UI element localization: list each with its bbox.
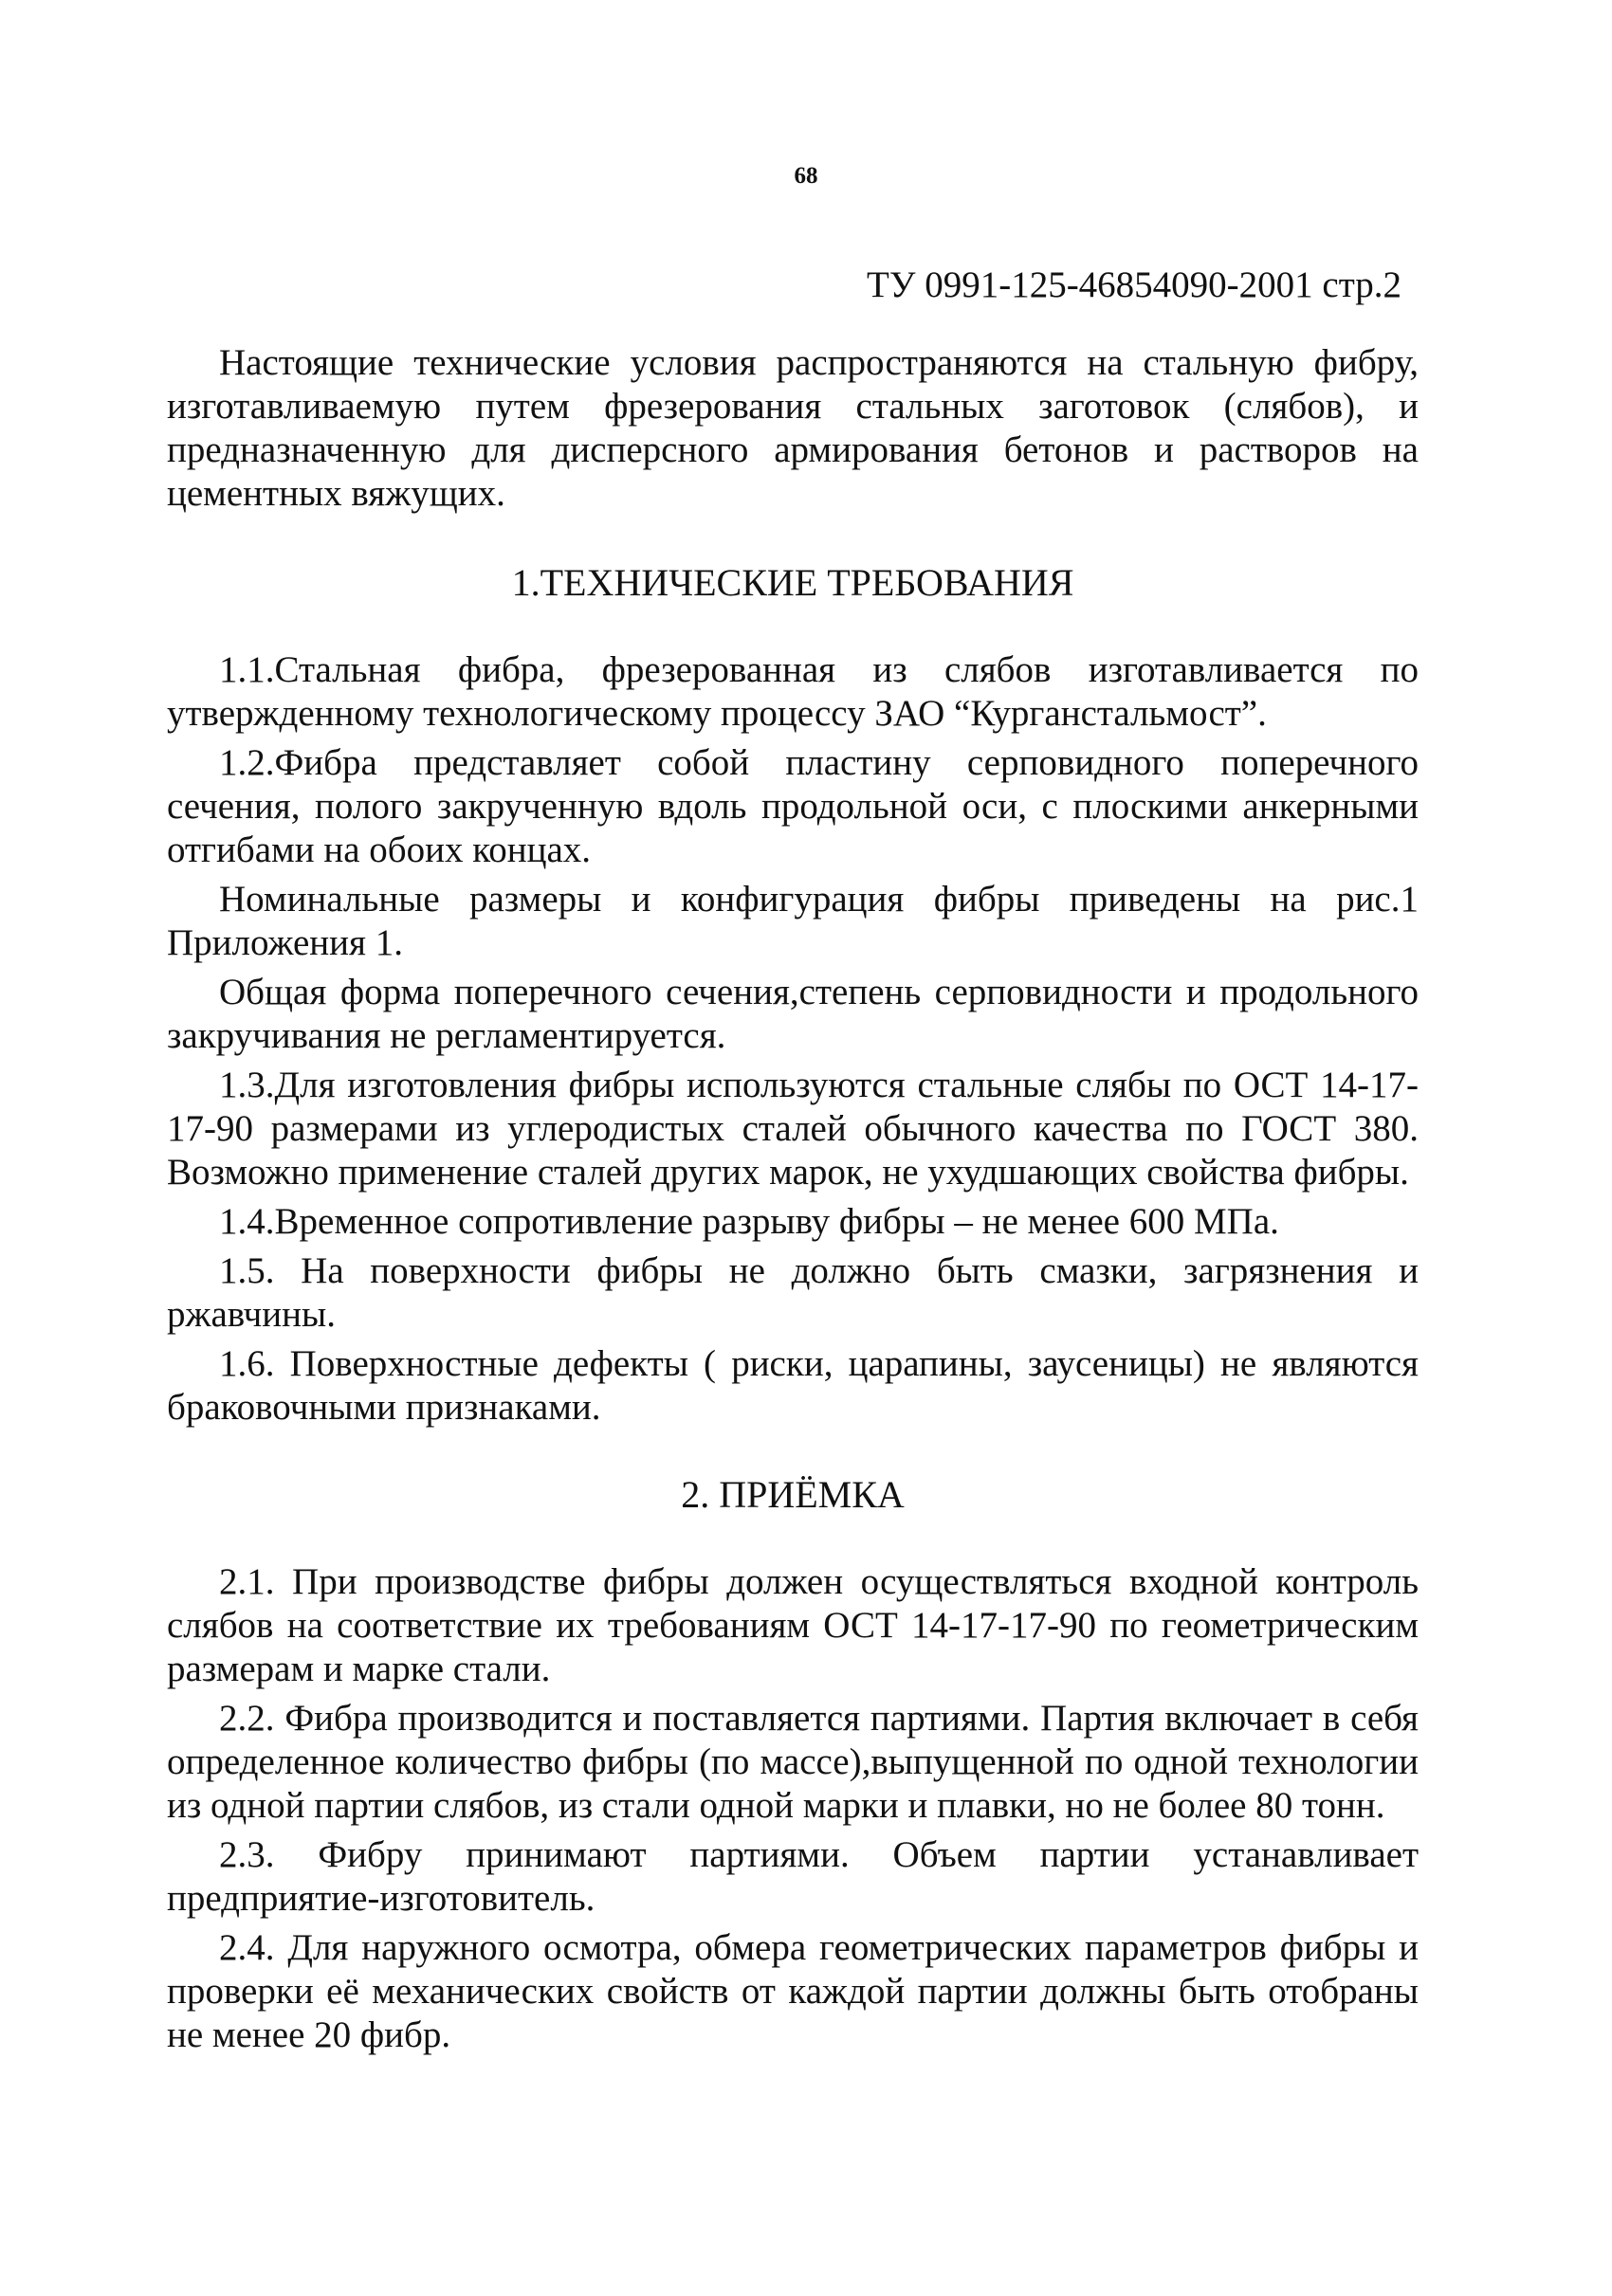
section-1-paragraph: 1.3.Для изготовления фибры используются стальные слябы по ОСТ 14-17-17-90 размерами из углеродистых сталей обычного качества по ГОСТ 380. Возможно применение сталей других марок, не ухудшающих свойства фибры.: [167, 1065, 1419, 1193]
section-2-paragraph: 2.4. Для наружного осмотра, обмера геометрических параметров фибры и проверки её механических свойств от каждой партии должны быть отобраны не менее 20 фибр.: [167, 1927, 1419, 2055]
section-2-paragraph: 2.3. Фибру принимают партиями. Объем партии устанавливает предприятие-изготовитель.: [167, 1834, 1419, 1919]
section-2-paragraph: 2.2. Фибра производится и поставляется партиями. Партия включает в себя определенное количество фибры (по массе),выпущенной по одной технологии из одной партии слябов, из стали одной марки и плавки, но не более 80 тонн.: [167, 1698, 1419, 1826]
section-2-paragraph: 2.1. При производстве фибры должен осуществляться входной контроль слябов на соответствие их требованиям ОСТ 14-17-17-90 по геометрическим размерам и марке стали.: [167, 1561, 1419, 1689]
page-number: 68: [794, 163, 818, 189]
intro-paragraph: Настоящие технические условия распространяются на стальную фибру, изготавливаемую путем фрезерования стальных заготовок (слябов), и предназначенную для дисперсного армирования бетонов и растворов на цементных вяжущих.: [167, 342, 1419, 514]
section-1-paragraph: 1.4.Временное сопротивление разрыву фибры – не менее 600 МПа.: [219, 1201, 1279, 1242]
section-1-paragraph: Общая форма поперечного сечения,степень серповидности и продольного закручивания не регламентируется.: [167, 972, 1419, 1056]
section-1-paragraph: Номинальные размеры и конфигурация фибры приведены на рис.1 Приложения 1.: [167, 879, 1419, 963]
section-1-paragraph: 1.1.Стальная фибра, фрезерованная из слябов изготавливается по утвержденному технологическому процессу ЗАО “Курганстальмост”.: [167, 649, 1419, 734]
document-body: [167, 341, 1419, 2063]
section-1-paragraph: 1.2.Фибра представляет собой пластину серповидного поперечного сечения, полого закрученную вдоль продольной оси, с плоскими анкерными отгибами на обоих концах.: [167, 742, 1419, 870]
section-1-paragraph: 1.6. Поверхностные дефекты ( риски, царапины, заусеницы) не являются браковочными признаками.: [167, 1343, 1419, 1428]
section-1-title: 1.ТЕХНИЧЕСКИЕ ТРЕБОВАНИЯ: [511, 561, 1074, 604]
section-1-paragraph: 1.5. На поверхности фибры не должно быть смазки, загрязнения и ржавчины.: [167, 1250, 1419, 1335]
document-header: ТУ 0991-125-46854090-2001 стр.2: [867, 264, 1401, 305]
section-2-title: 2. ПРИЁМКА: [681, 1473, 905, 1516]
